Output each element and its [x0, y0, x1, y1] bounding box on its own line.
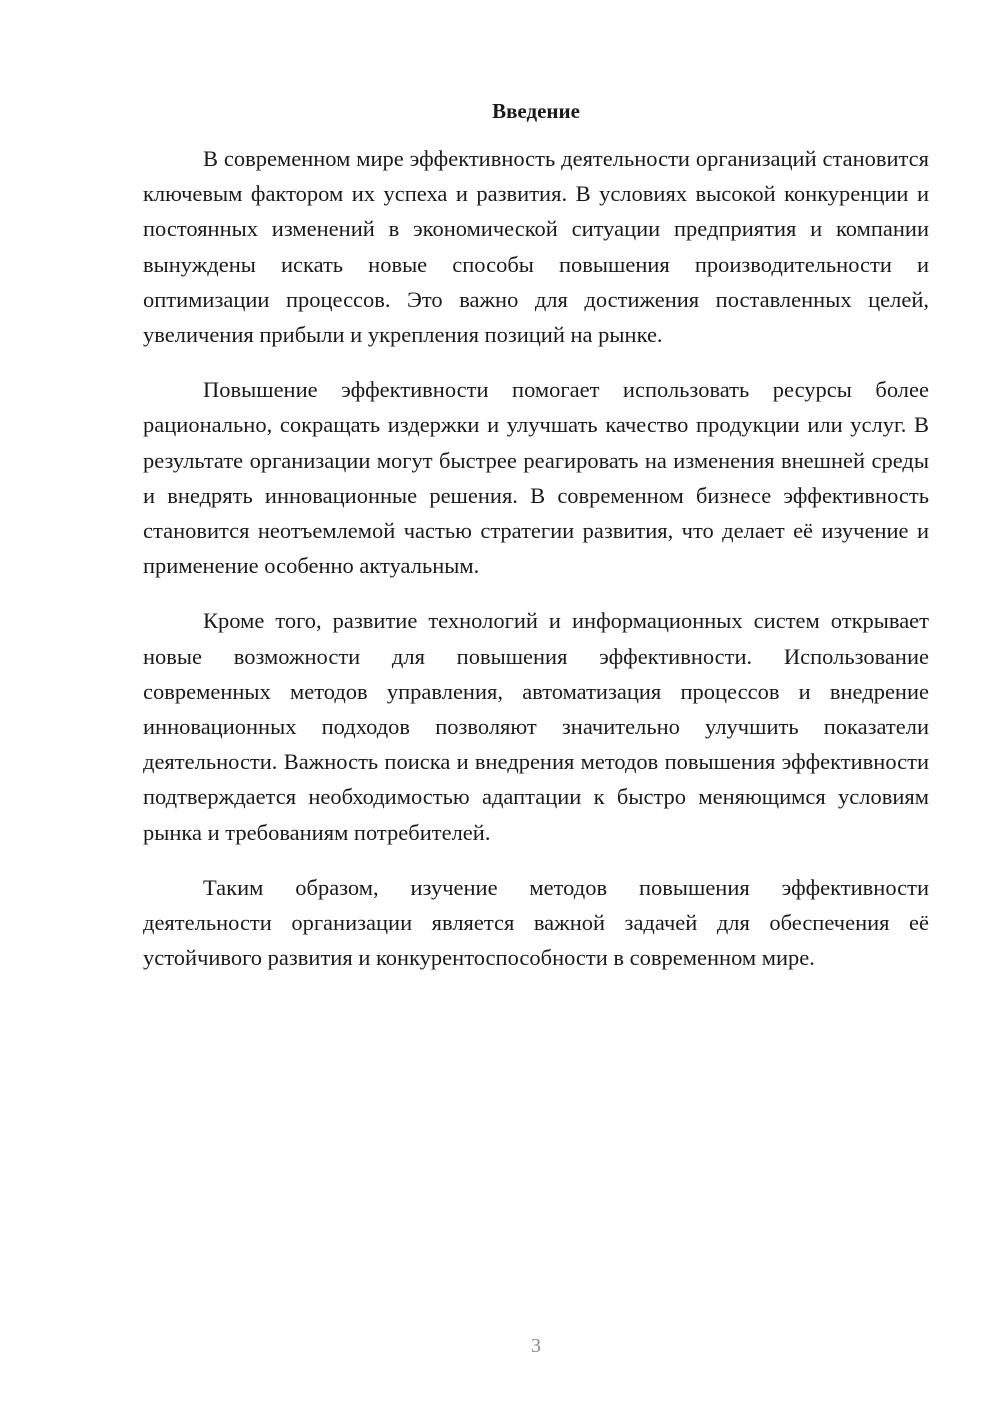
paragraph-2: Повышение эффективности помогает использовать ресурсы более рационально, сокращать издержки и улучшать качество продукции или услуг. В результате организации могут быстрее реагировать на изменения внешней среды и внедрять инновационные решения. В современном бизнесе эффективность становится неотъемлемой частью стратегии развития, что делает её изучение и применение особенно актуальным.: [143, 377, 929, 579]
paragraph-3: Кроме того, развитие технологий и информационных систем открывает новые возможности для повышения эффективности. Использование современных методов управления, автоматизация процессов и внедрение инновационных подходов позволяют значительно улучшить показатели деятельности. Важность поиска и внедрения методов повышения эффективности подтверждается необходимостью адаптации к быстро меняющимся условиям рынка и требованиям потребителей.: [143, 608, 929, 845]
section-title: Введение: [492, 99, 580, 123]
paragraph-1: В современном мире эффективность деятельности организаций становится ключевым фактором их успеха и развития. В условиях высокой конкуренции и постоянных изменений в экономической ситуации предприятия и компании вынуждены искать новые способы повышения производительности и оптимизации процессов. Это важно для достижения поставленных целей, увеличения прибыли и укрепления позиций на рынке.: [143, 146, 929, 348]
page-number: 3: [531, 1335, 541, 1357]
body-text: [143, 141, 929, 995]
paragraph-4: Таким образом, изучение методов повышения эффективности деятельности организации является важной задачей для обеспечения её устойчивого развития и конкурентоспособности в современном мире.: [143, 874, 929, 971]
